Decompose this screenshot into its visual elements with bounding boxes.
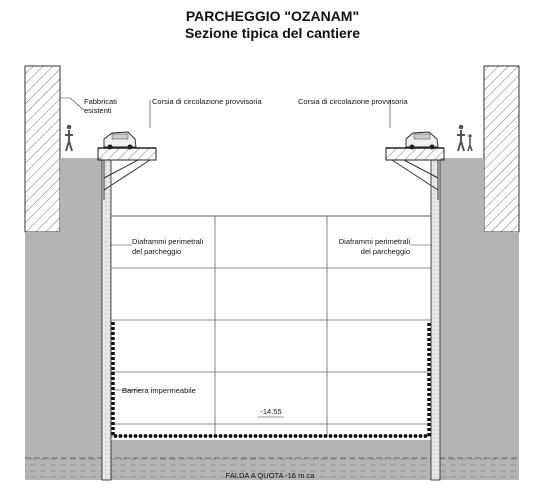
- pedestrian-icon: [65, 125, 73, 151]
- car-icon: [406, 132, 438, 150]
- page-subtitle: Sezione tipica del cantiere: [184, 25, 361, 41]
- diaphragm-wall-left: [102, 160, 111, 480]
- diaframmi-label-left-1: Diaframmi perimetrali: [132, 237, 204, 246]
- fabbricati-label-1: Fabbricati: [84, 97, 117, 106]
- diaframmi-label-right-2: del parcheggio: [360, 247, 410, 256]
- quota-label: -14.55: [260, 407, 282, 416]
- diaframmi-label-right-1: Diaframmi perimetrali: [338, 237, 410, 246]
- corsia-label-right: Corsia di circolazione provvisoria: [298, 97, 408, 106]
- falda-label: FALDA A QUOTA -16 m ca: [225, 471, 315, 480]
- car-icon: [104, 132, 136, 150]
- fabbricati-label-2: esistenti: [84, 106, 112, 115]
- barriera-label: Barriera impermeabile: [122, 386, 196, 395]
- pedestrian-icon: [457, 125, 465, 151]
- existing-building-right: [484, 66, 519, 232]
- existing-building-left: [25, 66, 60, 232]
- pedestrian-icon: [468, 134, 472, 151]
- corsia-label-left: Corsia di circolazione provvisoria: [152, 97, 262, 106]
- diaphragm-wall-right: [431, 160, 440, 480]
- page-title: PARCHEGGIO "OZANAM": [185, 8, 360, 24]
- diaframmi-label-left-2: del parcheggio: [132, 247, 182, 256]
